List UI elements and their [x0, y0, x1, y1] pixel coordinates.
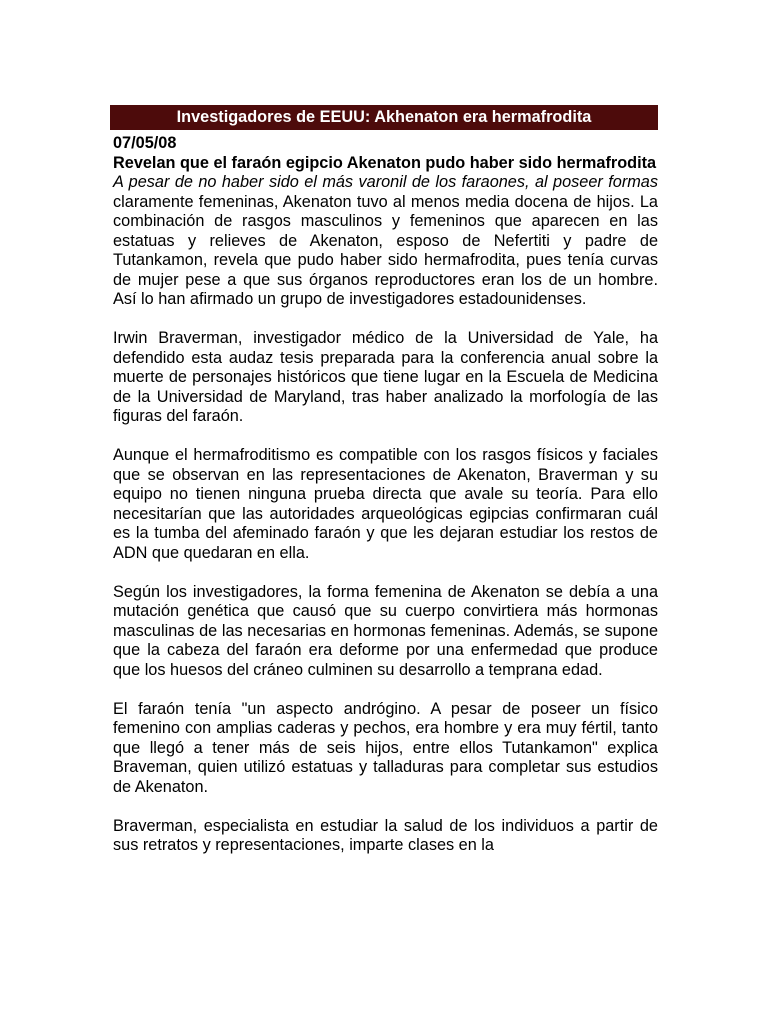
article — [110, 105, 658, 856]
intro-italic-text: A pesar de no haber sido el más varonil de los faraones, al poseer formas — [113, 173, 658, 191]
body-paragraph: El faraón tenía "un aspecto andrógino. A pesar de poseer un físico femenino con amplias caderas y pechos, era hombre y era muy fértil, tanto que llegó a tener más de seis hijos, entre ellos Tutankamon" explica Braveman, quien utilizó estatuas y talladuras para completar sus estudios de Akenaton. — [113, 699, 658, 796]
intro-paragraph — [113, 173, 658, 310]
article-body — [113, 173, 658, 856]
intro-text: claramente femeninas, Akenaton tuvo al menos media docena de hijos. La combinación de rasgos masculinos y femeninos que aparecen en las estatuas y relieves de Akenaton, esposo de Nefertiti y padre de Tutankamon, revela que pudo haber sido hermafrodita, pues tenía curvas de mujer pese a que sus órganos reproductores eran los de un hombre. Así lo han afirmado un grupo de investigadores estadounidenses. — [113, 192, 658, 308]
body-paragraph: Irwin Braverman, investigador médico de la Universidad de Yale, ha defendido esta audaz tesis preparada para la conferencia anual sobre la muerte de personajes históricos que tiene lugar en la Escuela de Medicina de la Universidad de Maryland, tras haber analizado la morfología de las figuras del faraón. — [113, 329, 658, 425]
article-headline: Revelan que el faraón egipcio Akenaton pudo haber sido hermafrodita — [113, 153, 657, 172]
article-date: 07/05/08 — [113, 134, 177, 152]
article-title-bar — [110, 105, 658, 130]
body-paragraph: Braverman, especialista en estudiar la salud de los individuos a partir de sus retratos y representaciones, imparte clases en la — [113, 816, 658, 854]
body-paragraph: Según los investigadores, la forma femenina de Akenaton se debía a una mutación genética que causó que su cuerpo convirtiera más hormonas masculinas de las necesarias en hormonas femeninas. Además, se supone que la cabeza del faraón era deforme por una enfermedad que produce que los huesos del cráneo culminen su desarrollo a temprana edad. — [113, 582, 658, 679]
body-paragraph: Aunque el hermafroditismo es compatible con los rasgos físicos y faciales que se observan en las representaciones de Akenaton, Braverman y su equipo no tienen ninguna prueba directa que avale su teoría. Para ello necesitarían que las autoridades arqueológicas egipcias confirmaran cuál es la tumba del afeminado faraón y que les dejaran estudiar los restos de ADN que quedaran en ella. — [113, 446, 658, 562]
article-title: Investigadores de EEUU: Akhenaton era hermafrodita — [176, 108, 592, 126]
